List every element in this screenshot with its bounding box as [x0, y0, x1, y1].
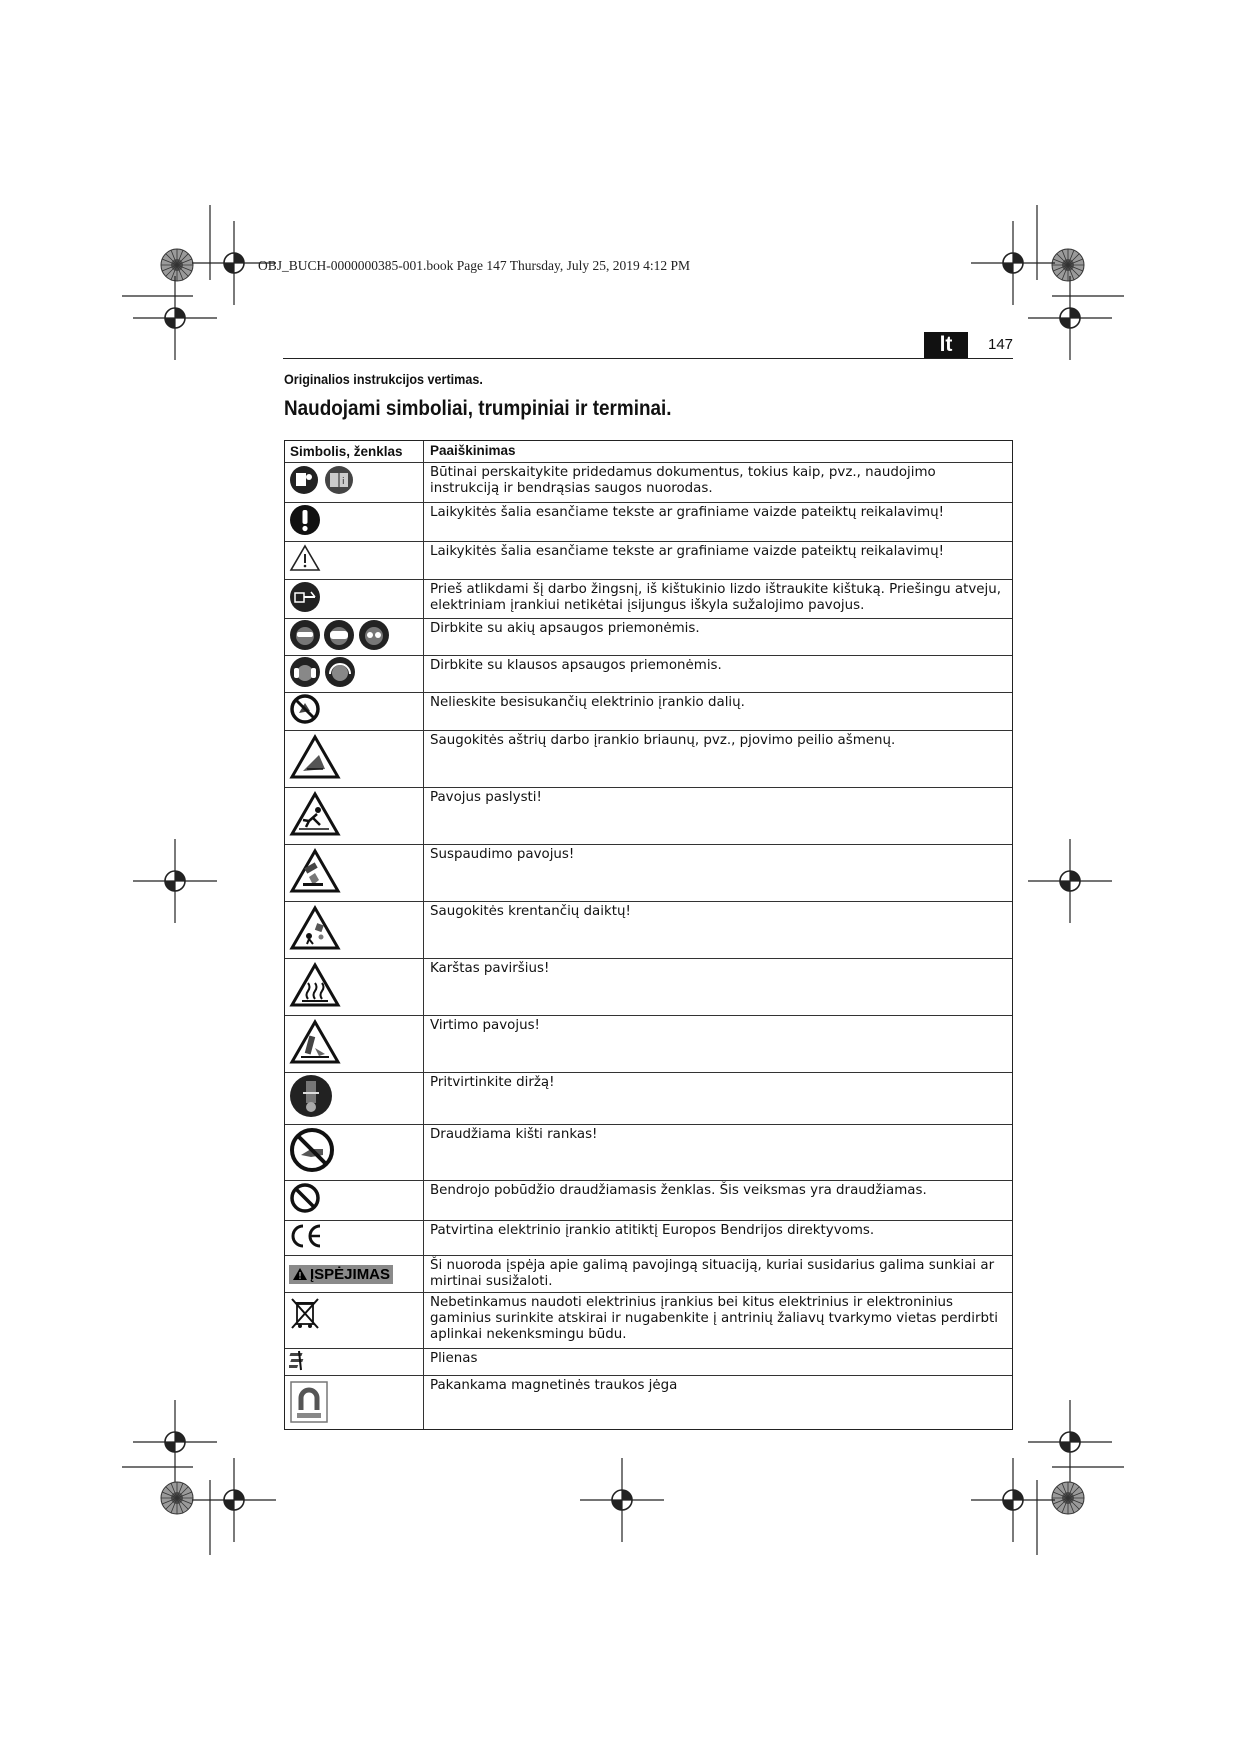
row-text: Dirbkite su klausos apsaugos priemonėmis.	[430, 658, 722, 673]
symbol-cell	[285, 463, 424, 502]
table-row	[285, 1375, 1012, 1429]
symbol-cell	[285, 731, 424, 787]
eye-protection-icon	[289, 619, 393, 656]
hot-surface-warning-icon	[289, 961, 341, 1014]
row-text: Dirbkite su akių apsaugos priemonėmis.	[430, 621, 700, 636]
symbol-cell	[285, 959, 424, 1015]
slip-warning-icon	[289, 790, 341, 843]
page-title: Naudojami simboliai, trumpiniai ir terminai.	[284, 397, 672, 420]
symbol-cell	[285, 845, 424, 901]
warning-label-icon	[289, 1265, 393, 1284]
row-text: Suspaudimo pavojus!	[430, 847, 575, 862]
table-row	[285, 1180, 1012, 1220]
ce-mark-icon	[289, 1222, 325, 1255]
row-text: Būtinai perskaitykite pridedamus dokumentus, tokius kaip, pvz., naudojimo instrukciją ir bendrąsias saugos nuorodas.	[430, 465, 936, 496]
crush-warning-icon	[289, 847, 341, 900]
symbol-cell	[285, 1376, 424, 1429]
row-text: Saugokitės krentančių daiktų!	[430, 904, 631, 919]
symbol-cell	[285, 1349, 424, 1375]
row-text: Bendrojo pobūdžio draudžiamasis ženklas. Šis veiksmas yra draudžiamas.	[430, 1183, 927, 1198]
table-row	[285, 541, 1012, 579]
table-row	[285, 1072, 1012, 1124]
row-text: Plienas	[430, 1351, 478, 1366]
table-row	[285, 1348, 1012, 1375]
row-text: Karštas paviršius!	[430, 961, 550, 976]
table-row	[285, 787, 1012, 844]
row-text: Pakankama magnetinės traukos jėga	[430, 1378, 678, 1393]
page-number: 147	[988, 336, 1014, 353]
table-row	[285, 1255, 1012, 1292]
table-row	[285, 958, 1012, 1015]
table-row	[285, 730, 1012, 787]
symbol-cell	[285, 1256, 424, 1292]
header-symbol: Simbolis, ženklas	[290, 444, 403, 459]
row-text: Pavojus paslysti!	[430, 790, 542, 805]
symbol-cell	[285, 788, 424, 844]
symbol-cell	[285, 580, 424, 618]
row-text: Pritvirtinkite diržą!	[430, 1075, 555, 1090]
row-text: Saugokitės aštrių darbo įrankio briaunų, pvz., pjovimo peilio ašmenų.	[430, 733, 896, 748]
row-text: Laikykitės šalia esančiame tekste ar grafiniame vaizde pateiktų reikalavimų!	[430, 505, 945, 520]
weee-bin-icon	[289, 1296, 321, 1335]
registration-mark-top-left	[122, 205, 276, 360]
row-text: Nelieskite besisukančių elektrinio įrankio dalių.	[430, 695, 745, 710]
header-cell-symbol	[285, 441, 424, 462]
page-subtitle: Originalios instrukcijos vertimas.	[284, 371, 483, 387]
table-row	[285, 1292, 1012, 1348]
fasten-belt-icon	[289, 1073, 333, 1124]
table-row	[285, 901, 1012, 958]
header-meaning: Paaiškinimas	[430, 443, 516, 458]
registration-mark-mid-right	[1028, 839, 1112, 923]
symbol-cell	[285, 693, 424, 730]
symbol-cell	[285, 902, 424, 958]
table-row	[285, 502, 1012, 541]
symbol-cell	[285, 619, 424, 655]
symbol-cell	[285, 1073, 424, 1124]
warning-triangle-icon	[289, 543, 321, 578]
no-touch-rotating-icon	[289, 693, 321, 730]
mandatory-exclamation-icon	[289, 504, 321, 541]
table-row	[285, 692, 1012, 730]
symbol-cell	[285, 503, 424, 541]
symbols-table	[284, 440, 1013, 1430]
row-text: Patvirtina elektrinio įrankio atitiktį Europos Bendrijos direktyvoms.	[430, 1223, 875, 1238]
registration-mark-mid-left	[133, 839, 217, 923]
table-row	[285, 462, 1012, 502]
table-row	[285, 655, 1012, 692]
magnet-force-icon	[289, 1380, 329, 1429]
table-row	[285, 1015, 1012, 1072]
book-header: OBJ_BUCH-0000000385-001.book Page 147 Thursday, July 25, 2019 4:12 PM	[258, 258, 691, 273]
row-text: Nebetinkamus naudoti elektrinius įrankius bei kitus elektrinius ir elektroninius gaminius surinkite atskirai ir nugabenkite į antrinių žaliavų tvarkymo vietas perdirbti aplinkai nekenksmingu būdu.	[430, 1295, 998, 1342]
registration-mark-bottom-left	[122, 1400, 276, 1555]
registration-mark-bottom-center	[580, 1458, 664, 1542]
row-text: Ši nuoroda įspėja apie galimą pavojingą situaciją, kuriai susidarius galima sunkiai ar mirtinai susižaloti.	[430, 1258, 995, 1289]
table-row	[285, 579, 1012, 618]
prohibition-icon	[289, 1182, 321, 1219]
table-row	[285, 1220, 1012, 1255]
row-text: Prieš atlikdami šį darbo žingsnį, iš kištukinio lizdo ištraukite kištuką. Priešingu atveju, elektriniam įrankiui netikėtai įsijungus iškyla sužalojimo pavojus.	[430, 582, 1001, 613]
tipping-warning-icon	[289, 1018, 341, 1071]
falling-objects-warning-icon	[289, 904, 341, 957]
table-header-row	[285, 441, 1012, 462]
symbol-cell	[285, 656, 424, 692]
symbol-cell	[285, 1221, 424, 1255]
table-row	[285, 1124, 1012, 1180]
symbol-cell	[285, 1293, 424, 1348]
unplug-icon	[289, 581, 321, 618]
symbol-cell	[285, 542, 424, 579]
row-text: Laikykitės šalia esančiame tekste ar grafiniame vaizde pateiktų reikalavimų!	[430, 544, 945, 559]
symbol-cell	[285, 1016, 424, 1072]
svg-text:i: i	[342, 477, 345, 487]
header-rule	[283, 358, 1013, 359]
symbol-cell	[285, 1181, 424, 1220]
read-manual-icon	[289, 465, 355, 500]
table-row	[285, 844, 1012, 901]
row-text: Draudžiama kišti rankas!	[430, 1127, 598, 1142]
table-row	[285, 618, 1012, 655]
steel-icon	[289, 1349, 313, 1376]
no-hands-icon	[289, 1127, 335, 1178]
ear-protection-icon	[289, 656, 357, 693]
language-badge: lt	[924, 332, 968, 358]
symbol-cell	[285, 1125, 424, 1180]
warning-label-text: ĮSPĖJIMAS	[310, 1265, 391, 1283]
row-text: Virtimo pavojus!	[430, 1018, 540, 1033]
sharp-edges-warning-icon	[289, 733, 341, 786]
